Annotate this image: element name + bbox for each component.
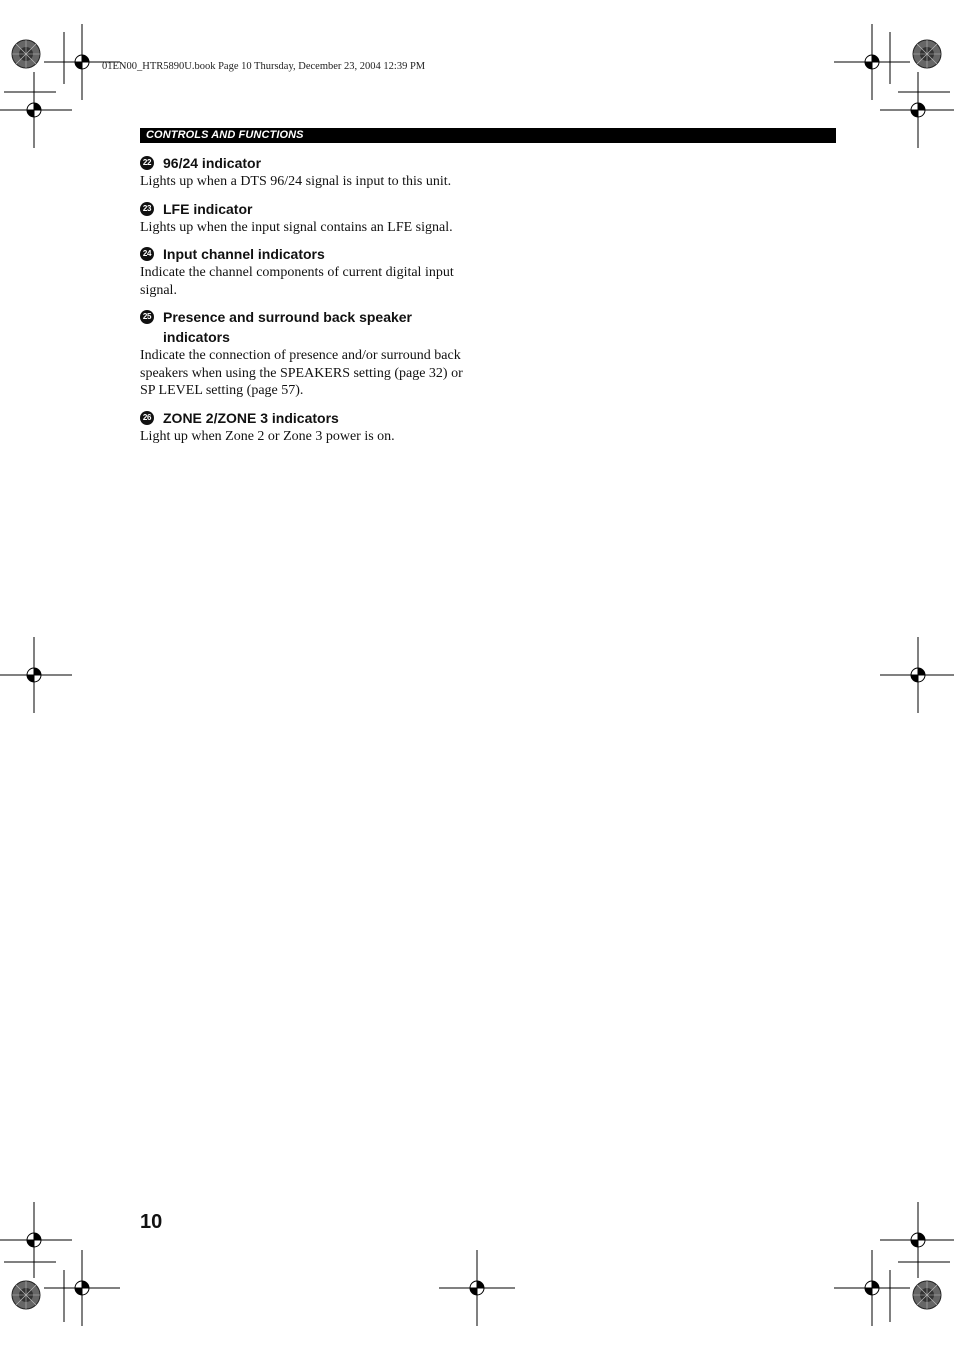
color-wheel-icon (913, 1281, 941, 1309)
registration-mark-icon (0, 72, 72, 148)
section-header: CONTROLS AND FUNCTIONS (140, 128, 836, 143)
entry-title: Input channel indicators (163, 246, 325, 262)
entry-title: LFE indicator (163, 200, 253, 217)
item-number-badge: 26 (140, 411, 154, 425)
registration-mark-icon (0, 637, 72, 713)
item-number-badge: 24 (140, 247, 154, 261)
registration-mark-icon (880, 637, 954, 713)
registration-mark-icon (880, 1202, 954, 1278)
list-item (140, 153, 480, 191)
entry-heading (140, 408, 480, 428)
list-item (140, 199, 480, 237)
entry-description: Light up when Zone 2 or Zone 3 power is on. (140, 428, 395, 444)
registration-mark-icon (834, 24, 910, 100)
registration-mark-icon (439, 1250, 515, 1326)
list-item (140, 408, 480, 446)
entry-heading (140, 307, 480, 347)
entry-heading (140, 199, 480, 219)
color-wheel-icon (12, 1281, 40, 1309)
entry-description: Lights up when a DTS 96/24 signal is input to this unit. (140, 174, 452, 189)
entry-heading (140, 153, 480, 173)
entry-description: Indicate the channel components of current digital input signal. (140, 265, 454, 298)
list-item (140, 244, 480, 299)
item-number-badge: 22 (140, 156, 154, 170)
entry-title: Presence and surround back speaker indicators (163, 309, 412, 345)
list-item (140, 307, 480, 400)
print-slug: 01EN00_HTR5890U.book Page 10 Thursday, December 23, 2004 12:39 PM (102, 61, 426, 72)
registration-mark-icon (0, 1202, 72, 1278)
entry-title: ZONE 2/ZONE 3 indicators (163, 409, 339, 426)
entry-description: Indicate the connection of presence and/or surround back speakers when using the SPEAKERS setting (page 32) or SP LEVEL setting (page 57). (140, 348, 463, 398)
registration-mark-icon (880, 72, 954, 148)
entry-heading (140, 244, 480, 264)
page-number: 10 (140, 1211, 163, 1233)
item-number-badge: 23 (140, 202, 154, 216)
indicator-list (140, 153, 480, 453)
entry-description: Lights up when the input signal contains an LFE signal. (140, 219, 453, 235)
color-wheel-icon (913, 40, 941, 68)
color-wheel-icon (12, 40, 40, 68)
entry-title: 96/24 indicator (163, 155, 262, 171)
registration-mark-icon (44, 1250, 120, 1326)
registration-mark-icon (834, 1250, 910, 1326)
item-number-badge: 25 (140, 310, 154, 324)
